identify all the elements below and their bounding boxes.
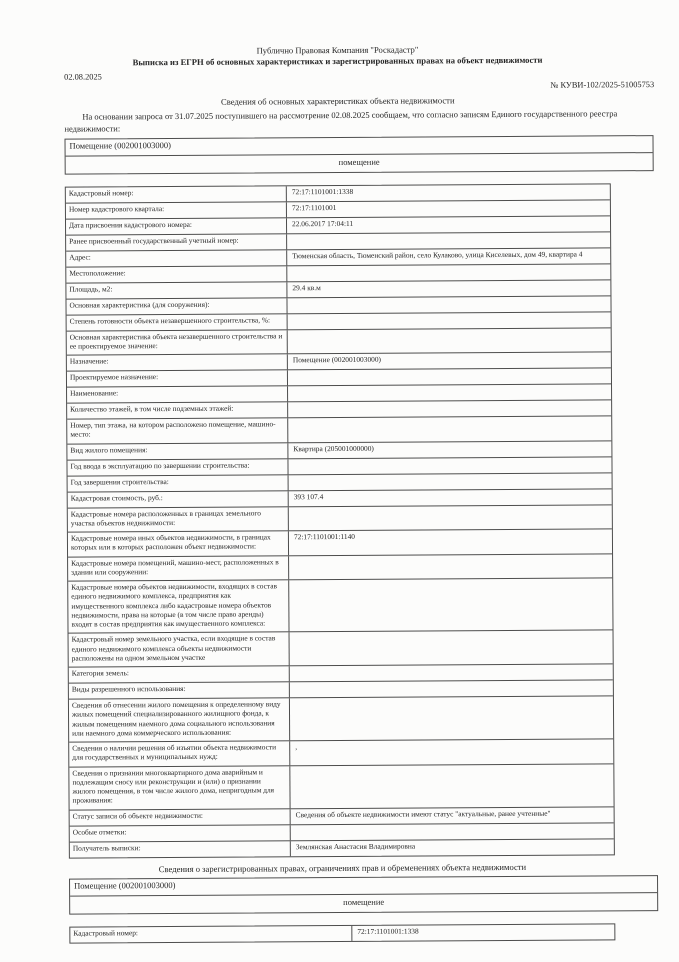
document-date: 02.08.2025 — [64, 72, 102, 82]
organization-name: Публично Правовая Компания "Роскадастр" — [256, 44, 419, 56]
row-value — [288, 416, 611, 441]
row-value — [288, 328, 611, 353]
row-label: Кадастровая стоимость, руб.: — [68, 491, 289, 507]
row-value — [288, 368, 611, 385]
row-value — [287, 264, 610, 281]
object-type-box-2 — [69, 875, 658, 915]
row-label: Количество этажей, в том числе подземных этажей: — [67, 402, 288, 418]
row-label: Назначение: — [67, 354, 288, 370]
row-label: Номер, тип этажа, на котором расположено помещение, машино-место: — [67, 418, 288, 443]
table-row — [69, 696, 613, 742]
table-row — [68, 578, 612, 634]
row-value — [288, 384, 611, 401]
row-value: 72:17:1101001:1338 — [357, 926, 419, 936]
row-label: Кадастровый номер земельного участка, если входящие в состав единого недвижимого комплекса объекты недвижимости расположены на одном земельном участке — [69, 633, 290, 667]
row-value — [289, 473, 612, 490]
table-row — [67, 328, 611, 356]
row-value — [287, 232, 610, 249]
row-label: Кадастровые номера помещений, машино-мест, расположенных в здании или сооружении: — [68, 556, 289, 581]
row-label: Проектируемое назначение: — [67, 370, 288, 386]
row-label: Кадастровые номера расположенных в границах земельного участка объектов недвижимости: — [68, 507, 289, 532]
row-label: Особые отметки: — [70, 825, 291, 841]
rights-table — [69, 923, 615, 943]
section1-title: Сведения об основных характеристиках объекта недвижимости — [220, 95, 455, 107]
table-row — [69, 764, 613, 810]
row-value — [288, 457, 611, 474]
row-value — [289, 554, 612, 579]
row-label: Степень готовности объекта незавершенного строительства, %: — [67, 314, 288, 330]
row-label: Год завершения строительства: — [68, 475, 289, 491]
table-row — [69, 739, 613, 767]
object-subtype-label-2: помещение — [343, 896, 385, 907]
section2-title: Сведения о зарегистрированных правах, ограничениях прав и обременениях объекта недвижимости — [158, 861, 527, 874]
row-label: Получатель выписки: — [70, 841, 291, 857]
document-title: Выписка из ЕГРН об основных характеристиках и зарегистрированных правах на объект недвижимости — [132, 54, 543, 67]
row-label: Виды разрешенного использования: — [69, 682, 290, 698]
row-label: Вид жилого помещения: — [67, 443, 288, 459]
object-type-label: Помещение (002001003000) — [65, 136, 652, 157]
row-label: Номер кадастрового квартала: — [66, 202, 287, 218]
row-value — [289, 505, 612, 530]
row-label: Дата присвоения кадастрового номера: — [66, 218, 287, 234]
row-label: Кадастровый номер: — [66, 186, 287, 202]
row-value — [290, 764, 613, 808]
row-label: Сведения о наличии решения об изъятии объекта недвижимости для государственных и муниципальных нужд: — [69, 741, 290, 766]
row-value: 393 107.4 — [293, 491, 324, 501]
row-label: Ранее присвоенный государственный учетный номер: — [66, 234, 287, 250]
row-value — [290, 664, 613, 681]
document-number: № КУВИ-102/2025-51005753 — [550, 79, 655, 90]
row-value: Квартира (205001000000) — [293, 443, 374, 453]
row-value: 72:17:1101001:1140 — [293, 531, 356, 542]
object-type-label-2: Помещение (002001003000) — [70, 876, 657, 897]
row-value — [290, 696, 613, 740]
table-row — [68, 554, 612, 582]
row-value — [290, 631, 613, 666]
row-value — [291, 823, 614, 840]
row-label: Статус записи об объекте недвижимости: — [70, 809, 291, 825]
row-label: Сведения о признании многоквартирного дома аварийным и подлежащим сносу или реконструкции и (или) о признании жилого помещения, в том числе жилого дома, непригодным для проживания: — [69, 766, 290, 809]
table-row — [69, 631, 613, 668]
row-value — [288, 400, 611, 417]
row-label: Кадастровые номера иных объектов недвижимости, в границах которых или в которых расположен объект недвижимости: — [68, 531, 289, 556]
row-value: 72:17:1101001 — [291, 202, 337, 212]
row-value — [287, 296, 610, 313]
object-type-box — [64, 135, 653, 175]
row-label: Основная характеристика объекта незавершенного строительства и ее проектируемое значение: — [67, 330, 288, 355]
row-value: 29.4 кв.м — [292, 282, 321, 292]
row-value — [288, 312, 611, 329]
row-label: Наименование: — [67, 386, 288, 402]
row-label: Кадастровый номер: — [70, 925, 352, 942]
row-label: Сведения об отнесении жилого помещения к определенному виду жилых помещений специализированного жилищного фонда, к жилым помещениям наемного дома социального использования или наемного дома коммерческого использования: — [69, 698, 290, 741]
row-label: Кадастровые номера объектов недвижимости, входящих в состав единого недвижимого комплекса, предприятия как имущественного комплекса либо кадастровые номера объектов недвижимости, права на которые (в том числе право аренды) входят в состав предприятия как имущественного комплекса: — [68, 580, 289, 633]
table-row — [70, 839, 614, 857]
row-value: 22.06.2017 17:04:11 — [291, 218, 354, 228]
characteristics-table — [65, 183, 615, 858]
row-value: Землянская Анастасия Владимировна — [295, 841, 416, 851]
row-label: Основная характеристика (для сооружения): — [66, 298, 287, 314]
table-row — [68, 505, 612, 533]
row-label: Год ввода в эксплуатацию по завершении строительства: — [67, 459, 288, 475]
row-value: , — [295, 742, 298, 752]
row-label: Адрес: — [66, 250, 287, 266]
intro-paragraph: На основании запроса от 31.07.2025 поступившего на рассмотрение 02.08.2025 сообщаем, что согласно записям Единого государственного реестра недвижимости: — [64, 108, 618, 134]
row-value: Тюменская область, Тюменский район, село Кулаково, улица Киселевых, дом 49, квартира 4 — [292, 249, 583, 260]
row-value — [290, 680, 613, 697]
object-subtype-label: помещение — [338, 156, 380, 167]
row-label: Категория земель: — [69, 666, 290, 682]
row-value: Сведения об объекте недвижимости имеют статус "актуальные, ранее учтенные" — [295, 808, 551, 819]
row-value: Помещение (002001003000) — [292, 354, 382, 365]
row-value: 72:17:1101001:1338 — [291, 186, 354, 196]
row-label: Местоположение: — [66, 266, 287, 282]
row-value — [289, 578, 612, 631]
table-row — [67, 416, 611, 444]
row-label: Площадь, м2: — [66, 282, 287, 298]
table-row — [68, 529, 612, 557]
table-row — [70, 924, 614, 942]
